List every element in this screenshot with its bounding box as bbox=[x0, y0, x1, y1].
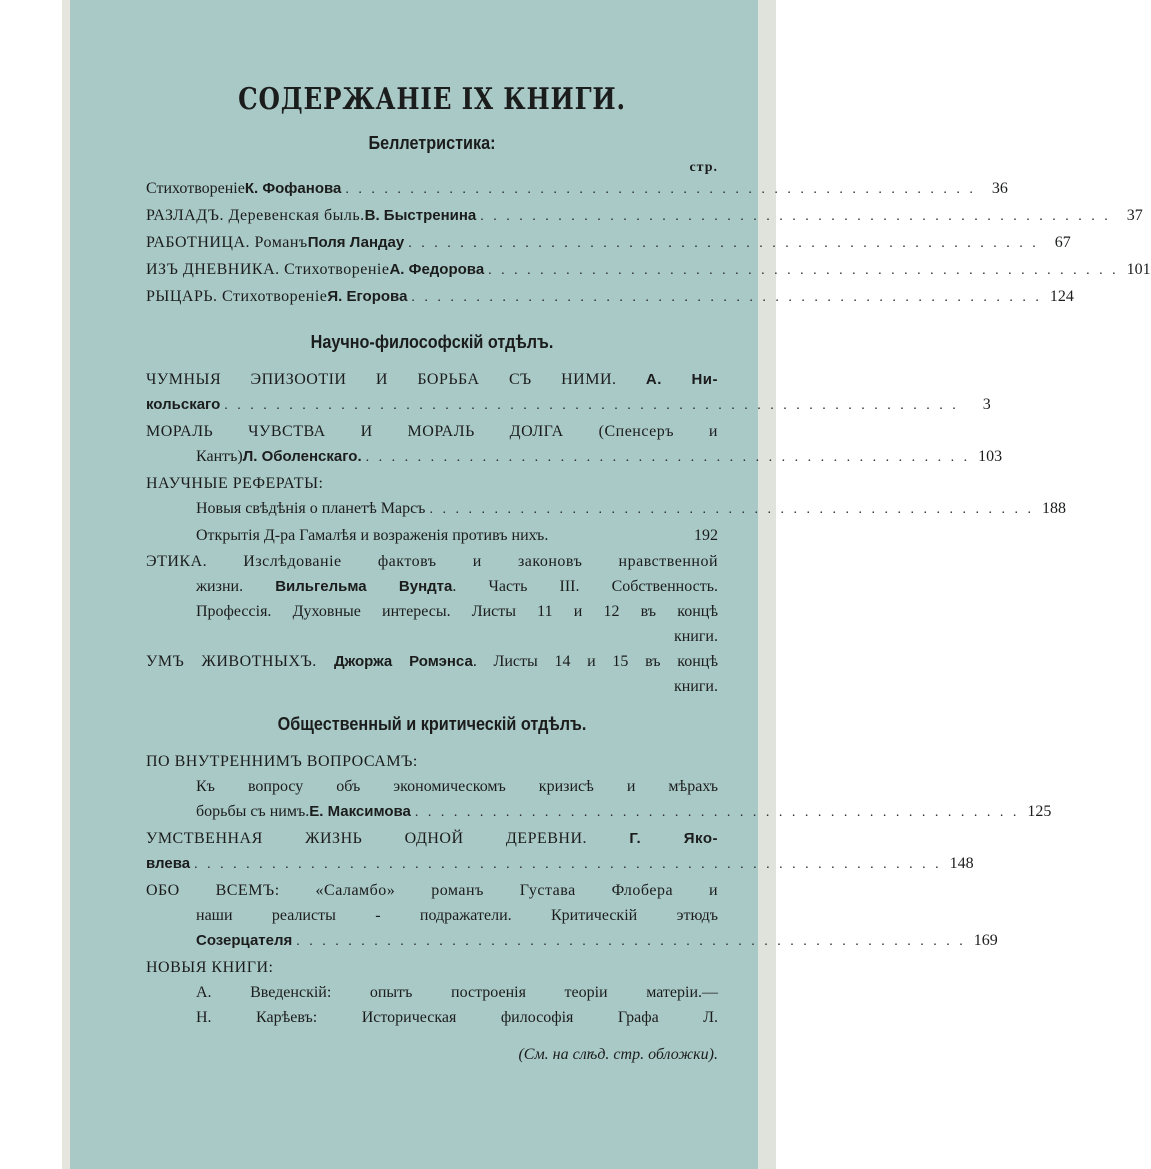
entry-text: ИЗЪ ДНЕВНИКА. Стихотвореніе bbox=[146, 261, 390, 278]
section-title-social: Общественный и критическій отдѣлъ. bbox=[277, 714, 587, 734]
entry-text: РАБОТНИЦА. Романъ bbox=[146, 234, 308, 251]
leader-dots: . . . . . . . . . . . . . . . . . . . . . . . . . . . . . . . . . . . . . . . . . . . . . . . . . bbox=[488, 263, 1119, 278]
toc-entry-line bbox=[146, 649, 718, 674]
leader-dots: . . . . . . . . . . . . . . . . . . . . . . . . . . . . . . . . . . . . . . . . . . . . . . . bbox=[414, 805, 1020, 820]
toc-entry bbox=[146, 257, 1151, 284]
page-number: 192 bbox=[694, 527, 718, 544]
toc-entry bbox=[146, 799, 1052, 826]
leader-dots: . . . . . . . . . . . . . . . . . . . . . . . . . . . . . . . . . . . . . . . . . . . . . . . bbox=[365, 450, 971, 465]
toc-entry bbox=[146, 496, 1066, 523]
entry-author: влева bbox=[146, 855, 191, 872]
leader-dots: . . . . . . . . . . . . . . . . . . . . . . . . . . . . . . . . . . . . . . . . . . . . . . . . . bbox=[345, 182, 976, 197]
entry-author: Созерцателя bbox=[196, 932, 293, 949]
entry-author: Г. Яко- bbox=[629, 830, 718, 847]
toc-subheading: НАУЧНЫЕ РЕФЕРАТЫ: bbox=[146, 475, 324, 492]
entry-text: УМСТВЕННАЯ ЖИЗНЬ ОДНОЙ ДЕРЕВНИ. bbox=[146, 830, 630, 847]
page-title: СОДЕРЖАНІЕ IX КНИГИ. bbox=[238, 82, 626, 117]
page-number: 169 bbox=[973, 932, 998, 949]
entry-author: Поля Ландау bbox=[307, 234, 405, 251]
toc-entry bbox=[146, 444, 1003, 471]
entry-text: Кантъ) bbox=[196, 448, 243, 465]
entry-text: УМЪ ЖИВОТНЫХЪ. bbox=[146, 653, 334, 670]
leader-dots: . . . . . . . . . . . . . . . . . . . . . . . . . . . . . . . . . . . . . . . . . . . . . . . . . . . . bbox=[296, 934, 966, 949]
toc-entry-line bbox=[146, 367, 718, 392]
page-number: 188 bbox=[1041, 500, 1066, 517]
toc-entry-line: ЭТИКА. Изслѣдованіе фактовъ и законовъ нравственной bbox=[146, 553, 718, 570]
toc-entry bbox=[146, 523, 718, 549]
entry-author: К. Фофанова bbox=[244, 180, 342, 197]
toc-entry bbox=[146, 284, 1074, 311]
toc-entry-line bbox=[146, 574, 718, 599]
page-edge-right bbox=[758, 0, 776, 1169]
page-number: 148 bbox=[949, 855, 974, 872]
page-number: 36 bbox=[991, 180, 1008, 197]
page-number: 124 bbox=[1049, 288, 1074, 305]
toc-entry-line: книги. bbox=[673, 678, 718, 695]
leader-dots: . . . . . . . . . . . . . . . . . . . . . . . . . . . . . . . . . . . . . . . . . . . . . . . . . . . . . . . . . . bbox=[194, 857, 942, 872]
page-number: 101 bbox=[1126, 261, 1151, 278]
leader-dots: . . . . . . . . . . . . . . . . . . . . . . . . . . . . . . . . . . . . . . . . . . . . . . . bbox=[429, 502, 1034, 517]
leader-dots: . . . . . . . . . . . . . . . . . . . . . . . . . . . . . . . . . . . . . . . . . . . . . . . . . bbox=[411, 290, 1042, 305]
page-number: 37 bbox=[1126, 207, 1143, 224]
toc-entry-line: наши реалисты - подражатели. Критическій этюдъ bbox=[196, 907, 718, 924]
entry-author: А. Ни- bbox=[645, 371, 718, 388]
page-number: 103 bbox=[978, 448, 1003, 465]
page-number: 67 bbox=[1054, 234, 1071, 251]
page-column-label: стр. bbox=[689, 160, 718, 175]
entry-text: РЫЦАРЬ. Стихотвореніе bbox=[146, 288, 328, 305]
toc-entry-line: МОРАЛЬ ЧУВСТВА И МОРАЛЬ ДОЛГА (Спенсеръ и bbox=[146, 423, 718, 440]
toc-entry bbox=[146, 176, 1008, 203]
entry-text: ЧУМНЫЯ ЭПИЗООТІИ И БОРЬБА СЪ НИМИ. bbox=[146, 371, 646, 388]
page-number: 125 bbox=[1027, 803, 1052, 820]
toc-entry-line: ОБО ВСЕМЪ: «Саламбо» романъ Густава Флобера и bbox=[146, 882, 718, 899]
toc-entry bbox=[146, 203, 1143, 230]
page-number: 3 bbox=[982, 396, 991, 413]
toc-entry bbox=[146, 851, 974, 878]
section-title-belles: Беллетристика: bbox=[368, 133, 496, 153]
leader-dots: . . . . . . . . . . . . . . . . . . . . . . . . . . . . . . . . . . . . . . . . . . . . . . . . . . . . . . . . . bbox=[224, 398, 959, 413]
entry-text: жизни. bbox=[196, 578, 276, 595]
toc-entry bbox=[146, 230, 1071, 257]
toc-entry-line: книги. bbox=[673, 628, 718, 645]
entry-author: Я. Егорова bbox=[327, 288, 408, 305]
entry-author: Е. Максимова bbox=[309, 803, 411, 820]
entry-author: Вильгельма Вундта bbox=[275, 578, 453, 595]
entry-text: РАЗЛАДЪ. Деревенская быль. bbox=[146, 207, 365, 224]
toc-entry-line: Профессія. Духовные интересы. Листы 11 и 12 въ концѣ bbox=[196, 603, 718, 620]
toc-entry bbox=[146, 928, 998, 955]
toc-subheading: ПО ВНУТРЕННИМЪ ВОПРОСАМЪ: bbox=[146, 753, 418, 770]
toc-entry-line bbox=[146, 826, 718, 851]
leader-dots: . . . . . . . . . . . . . . . . . . . . . . . . . . . . . . . . . . . . . . . . . . . . . . . . . bbox=[480, 209, 1111, 224]
entry-author: Л. Оболенскаго. bbox=[242, 448, 362, 465]
entry-text: Новыя свѣдѣнія о планетѣ Марсъ bbox=[196, 500, 426, 517]
table-of-contents bbox=[146, 80, 1151, 1067]
toc-entry bbox=[146, 392, 991, 419]
toc-entry-line: А. Введенскій: опытъ построенія теоріи матеріи.— bbox=[196, 984, 718, 1001]
entry-author: А. Федорова bbox=[389, 261, 485, 278]
toc-subheading: НОВЫЯ КНИГИ: bbox=[146, 959, 274, 976]
entry-text: борьбы съ нимъ. bbox=[196, 803, 310, 820]
toc-entry-line: Къ вопросу объ экономическомъ кризисѣ и мѣрахъ bbox=[196, 778, 718, 795]
toc-entry-line: Н. Карѣевъ: Историческая философія Графа Л. bbox=[196, 1009, 718, 1026]
section-title-science: Научно-философскій отдѣлъ. bbox=[310, 332, 554, 352]
entry-text: . Часть III. Собственность. bbox=[452, 578, 719, 595]
entry-author: В. Быстренина bbox=[364, 207, 477, 224]
page-edge-left bbox=[62, 0, 70, 1169]
entry-text: Открытія Д-ра Гамалѣя и возраженія противъ нихъ. bbox=[196, 527, 549, 544]
leader-dots: . . . . . . . . . . . . . . . . . . . . . . . . . . . . . . . . . . . . . . . . . . . . . . . . . bbox=[408, 236, 1039, 251]
entry-text: Стихотвореніе bbox=[146, 180, 245, 197]
entry-text: . Листы 14 и 15 въ концѣ bbox=[472, 653, 719, 670]
entry-author: кольскаго bbox=[146, 396, 221, 413]
continuation-note: (См. на слѣд. стр. обложки). bbox=[518, 1046, 718, 1063]
entry-author: Джоржа Ромэнса bbox=[334, 653, 473, 670]
